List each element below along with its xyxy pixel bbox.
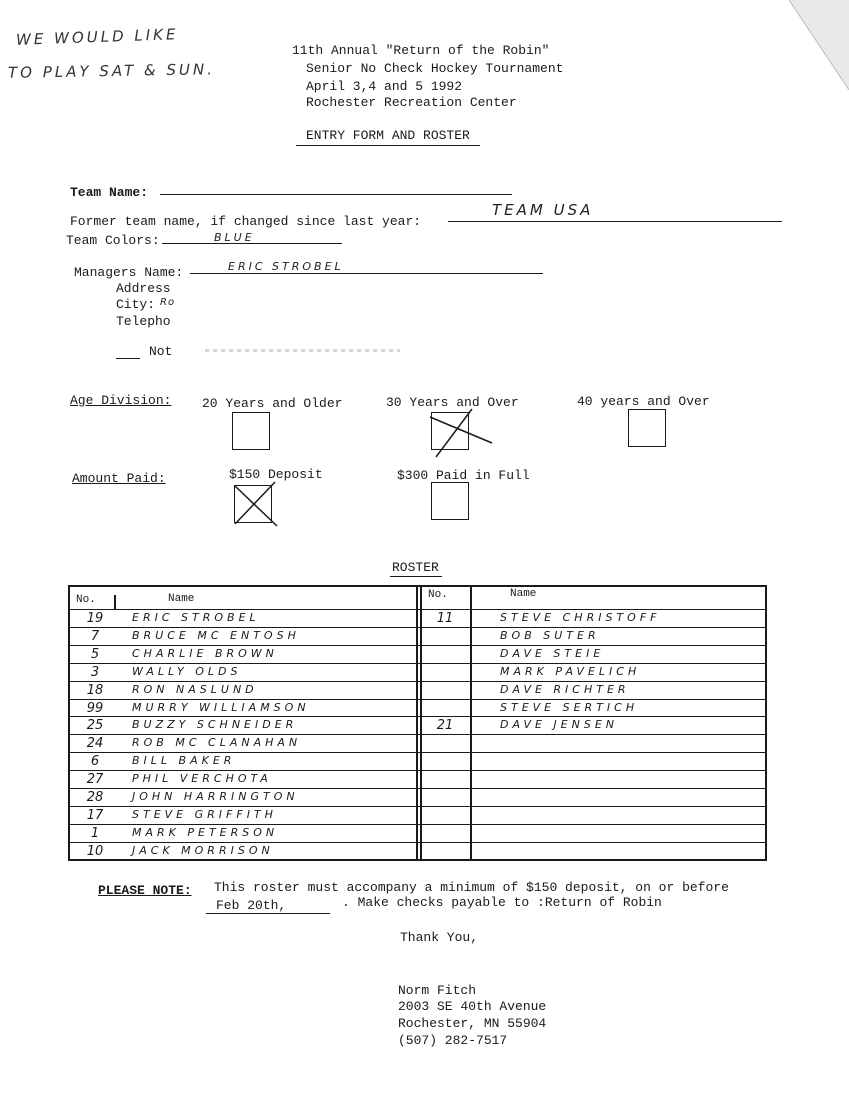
team-colors-value: BLUE: [214, 231, 255, 244]
phone-label: Telepho: [116, 314, 171, 329]
roster-row-line: [68, 627, 767, 628]
roster-table: [68, 585, 767, 860]
roster-row-line: [68, 770, 767, 771]
roster-row-line: [68, 752, 767, 753]
former-team-value: TEAM USA: [492, 201, 594, 219]
roster-left-number: 17: [86, 807, 104, 823]
former-team-label: Former team name, if changed since last year:: [70, 214, 422, 229]
roster-title-underline: [390, 576, 442, 577]
roster-left-name: ERIC STROBEL: [132, 611, 260, 624]
roster-left-number: 6: [90, 754, 100, 770]
header-line4: Rochester Recreation Center: [306, 95, 517, 110]
roster-left-name: JACK MORRISON: [132, 843, 274, 857]
note-text2: . Make checks payable to :Return of Robin: [342, 895, 662, 910]
roster-left-name: PHIL VERCHOTA: [132, 772, 272, 786]
city-label: City:: [116, 297, 156, 312]
roster-left-name: WALLY OLDS: [132, 664, 242, 678]
col-name-header-left: Name: [168, 593, 195, 605]
age-opt3-label: 40 years and Over: [577, 394, 710, 409]
contact-street: 2003 SE 40th Avenue: [398, 999, 547, 1014]
col-no-header-right: No.: [428, 589, 448, 601]
roster-row-line: [68, 699, 767, 700]
payment-opt2-label: $300 Paid in Full: [397, 468, 530, 483]
roster-left-number: 19: [86, 611, 104, 626]
roster-left-name: JOHN HARRINGTON: [132, 790, 299, 803]
not-checkbox-line[interactable]: [116, 358, 140, 359]
roster-right-name: MARK PAVELICH: [500, 664, 641, 678]
header-line2: Senior No Check Hockey Tournament: [306, 61, 564, 76]
payment-opt1-checkbox[interactable]: [234, 485, 272, 523]
amount-paid-label: Amount Paid:: [72, 471, 166, 486]
handwritten-note-line2: TO PLAY SAT & SUN.: [7, 60, 216, 82]
payment-opt2-checkbox[interactable]: [431, 482, 469, 520]
roster-left-number: 3: [90, 664, 100, 680]
roster-left-number: 18: [86, 682, 104, 698]
folded-corner: [789, 0, 849, 90]
roster-left-name: CHARLIE BROWN: [132, 646, 278, 660]
thank-you: Thank You,: [400, 930, 479, 945]
team-colors-label: Team Colors:: [66, 233, 160, 248]
roster-right-name: DAVE JENSEN: [500, 718, 619, 732]
roster-left-number: 99: [86, 700, 104, 716]
roster-right-name: BOB SUTER: [500, 628, 600, 642]
roster-left-name: ROB MC CLANAHAN: [132, 736, 302, 750]
team-name-label: Team Name:: [70, 185, 149, 200]
roster-right-number: 11: [436, 611, 454, 626]
roster-left-number: 24: [86, 736, 104, 752]
roster-title: ROSTER: [392, 560, 439, 575]
roster-left-name: MARK PETERSON: [132, 825, 279, 839]
form-title-underline: [296, 145, 480, 146]
col-no-header-left: No.: [76, 594, 96, 606]
roster-left-number: 25: [86, 718, 104, 734]
roster-row-line: [68, 716, 767, 717]
note-date: Feb 20th,: [216, 898, 287, 913]
age-division-label: Age Division:: [70, 393, 172, 408]
checkmark-x-icon: [229, 478, 284, 533]
note-date-underline: [206, 913, 330, 914]
age-opt2-label: 30 Years and Over: [386, 395, 519, 410]
handwritten-note-line1: WE WOULD LIKE: [15, 25, 179, 49]
roster-left-name: BRUCE MC ENTOSH: [132, 628, 300, 642]
manager-label: Managers Name:: [74, 265, 184, 280]
please-note-label: PLEASE NOTE:: [98, 883, 192, 898]
header-line1: 11th Annual "Return of the Robin": [292, 43, 550, 58]
roster-row-line: [68, 645, 767, 646]
not-label: Not: [149, 344, 173, 359]
contact-name: Norm Fitch: [398, 983, 477, 998]
roster-row-line: [68, 663, 767, 664]
roster-right-number: 21: [436, 718, 454, 734]
roster-left-name: RON NASLUND: [132, 682, 258, 696]
form-title: ENTRY FORM AND ROSTER: [306, 128, 470, 143]
age-opt1-checkbox[interactable]: [232, 412, 270, 450]
faded-text-remnant: [205, 349, 400, 352]
former-team-field[interactable]: [448, 221, 782, 222]
roster-left-name: BILL BAKER: [132, 754, 236, 768]
age-opt1-label: 20 Years and Older: [202, 396, 343, 411]
roster-left-name: STEVE GRIFFITH: [132, 807, 277, 821]
roster-row-line: [68, 681, 767, 682]
checkmark-x-icon: [426, 405, 496, 460]
roster-row-line: [68, 788, 767, 789]
roster-row-line: [68, 806, 767, 807]
payment-opt1-label: $150 Deposit: [229, 467, 323, 482]
city-value: Ro: [160, 297, 176, 308]
address-label: Address: [116, 281, 171, 296]
roster-right-name: STEVE SERTICH: [500, 700, 639, 714]
note-text1: This roster must accompany a minimum of $150 deposit, on or before: [214, 880, 729, 895]
age-opt2-checkbox[interactable]: [431, 412, 469, 450]
contact-city: Rochester, MN 55904: [398, 1016, 547, 1031]
manager-value: ERIC STROBEL: [228, 260, 344, 273]
contact-phone: (507) 282-7517: [398, 1033, 508, 1048]
header-line3: April 3,4 and 5 1992: [306, 79, 463, 94]
age-opt3-checkbox[interactable]: [628, 409, 666, 447]
roster-left-number: 7: [90, 628, 100, 644]
col-name-header-right: Name: [510, 588, 537, 600]
team-name-field[interactable]: [160, 194, 512, 195]
roster-row-line: [68, 824, 767, 825]
roster-right-name: DAVE STEIE: [500, 646, 605, 660]
roster-left-number: 10: [86, 843, 104, 859]
roster-bottom-border: [68, 859, 767, 861]
roster-row-line: [68, 734, 767, 735]
roster-left-number: 28: [86, 790, 104, 805]
roster-left-name: BUZZY SCHNEIDER: [132, 718, 298, 732]
roster-right-name: DAVE RICHTER: [500, 682, 630, 696]
manager-field[interactable]: [190, 273, 543, 274]
roster-left-number: 27: [86, 772, 104, 788]
roster-row-line: [68, 609, 767, 610]
roster-left-number: 5: [90, 646, 100, 662]
roster-left-number: 1: [90, 825, 100, 841]
roster-right-name: STEVE CHRISTOFF: [500, 611, 661, 624]
roster-row-line: [68, 842, 767, 843]
roster-left-name: MURRY WILLIAMSON: [132, 700, 310, 714]
